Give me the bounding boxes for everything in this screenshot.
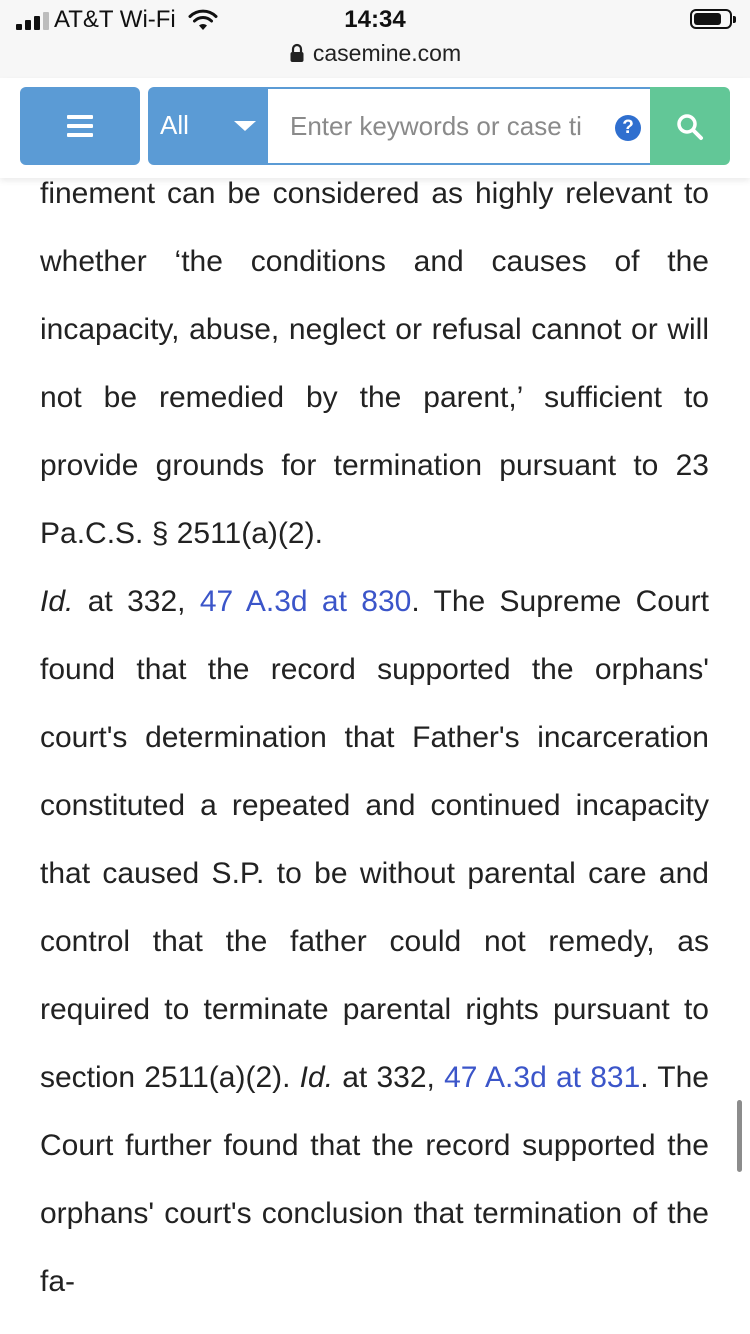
lock-icon — [289, 43, 305, 63]
caret-down-icon — [234, 121, 256, 131]
status-bar — [0, 0, 750, 79]
body-paragraph: Id. at 332, 47 A.3d at 830. The Supreme Court found that the record supported the orphans' court's determination that Father's incarceration constituted a repeated and continued incapacity that caused S.P. to be without parental care and control that the father could not remedy, as required to terminate parental rights pursuant to section 2511(a)(2). Id. at 332, 47 A.3d at 831. The Court further found that the record supported the orphans' court's conclusion that termination of the fa- — [40, 585, 709, 1298]
citation-link[interactable]: 47 A.3d at 830 — [199, 585, 412, 618]
clock: 14:34 — [344, 6, 406, 33]
citation-link[interactable]: 47 A.3d at 831 — [444, 1061, 641, 1094]
hamburger-icon — [67, 115, 93, 119]
scope-label: All — [160, 110, 189, 140]
search-icon — [676, 113, 704, 141]
url-text: casemine.com — [312, 40, 462, 66]
citation-id: Id. — [40, 585, 74, 618]
search-button[interactable] — [650, 87, 730, 165]
battery-icon — [690, 9, 732, 29]
menu-button[interactable] — [20, 87, 140, 165]
citation-id: Id. — [299, 1061, 334, 1094]
help-icon[interactable]: ? — [615, 115, 641, 141]
case-text — [40, 160, 709, 1316]
search-input[interactable] — [268, 87, 650, 165]
address-bar[interactable] — [0, 40, 750, 67]
quoted-passage: finement can be considered as highly relevant to whether ‘the conditions and causes of the incapacity, abuse, neglect or refusal cannot or will not be remedied by the parent,’ sufficient to provide grounds for termination pursuant to 23 Pa.C.S. § 2511(a)(2). — [40, 177, 709, 550]
carrier-name: AT&T Wi-Fi — [54, 6, 176, 33]
search-scope-dropdown[interactable] — [148, 87, 268, 165]
scrollbar[interactable] — [737, 1100, 742, 1172]
